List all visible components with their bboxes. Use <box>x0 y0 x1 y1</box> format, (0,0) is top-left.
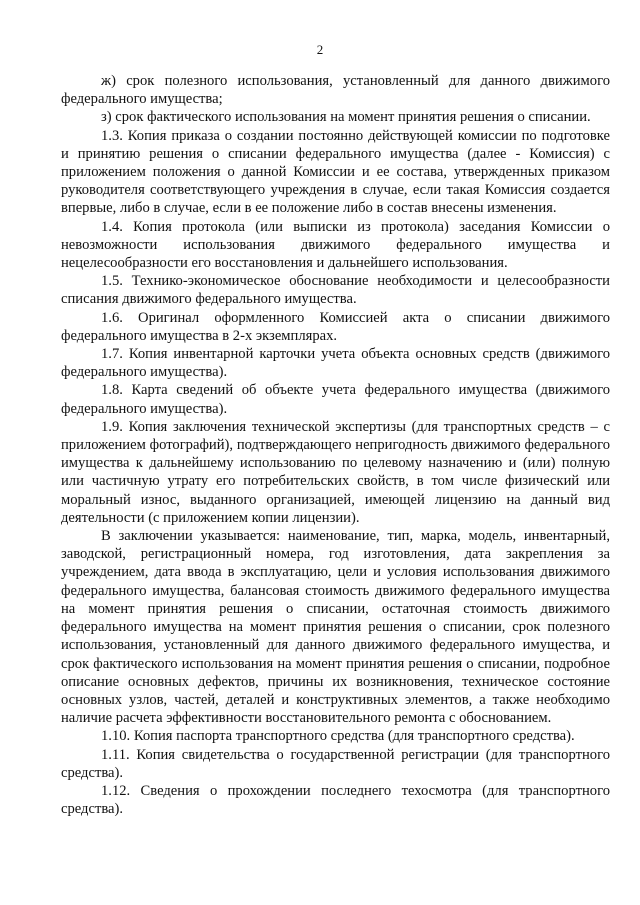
paragraph-1-12: 1.12. Сведения о прохождении последнего техосмотра (для транспортного средства). <box>61 782 610 818</box>
document-body <box>61 72 610 818</box>
paragraph-conclusion: В заключении указывается: наименование, тип, марка, модель, инвентарный, заводской, регистрационный номера, год изготовления, дата закрепления за учреждением, дата ввода в эксплуатацию, цели и условия использования движимого федерального имущества, балансовая стоимость движимого федерального имущества на момент принятия решения о списании, остаточная стоимость движимого федерального имущества на момент принятия решения о списании, срок полезного использования, установленный для данного движимого федерального имущества, и срок фактического использования на момент принятия решения о списании, подробное описание основных дефектов, причины их возникновения, техническое состояние основных узлов, частей, деталей и конструктивных элементов, а также необходимо наличие расчета эффективности восстановительного ремонта с обоснованием. <box>61 528 610 727</box>
paragraph-1-11: 1.11. Копия свидетельства о государственной регистрации (для транспортного средства). <box>61 746 610 781</box>
paragraph-1-6: 1.6. Оригинал оформленного Комиссией акта о списании движимого федерального имущества в 2-х экземплярах. <box>61 309 610 344</box>
paragraph-1-5: 1.5. Технико-экономическое обоснование необходимости и целесообразности списания движимого федерального имущества. <box>61 273 610 308</box>
paragraph-1-7: 1.7. Копия инвентарной карточки учета объекта основных средств (движимого федерального имущества). <box>61 346 610 381</box>
paragraph-item-zh: ж) срок полезного использования, установленный для данного движимого федерального имущества; <box>61 73 610 108</box>
paragraph-1-10: 1.10. Копия паспорта транспортного средства (для транспортного средства). <box>101 728 575 745</box>
paragraph-item-z: з) срок фактического использования на момент принятия решения о списании. <box>101 109 591 126</box>
paragraph-1-9: 1.9. Копия заключения технической экспертизы (для транспортных средств – с приложением фотографий), подтверждающего непригодность движимого федерального имущества к дальнейшему использованию по целевому назначению и (или) полную или частичную утрату его потребительских свойств, в том числе физический или моральный износ, выданного организацией, имеющей лицензию на данный вид деятельности (с приложением копии лицензии). <box>61 418 610 526</box>
page-number: 2 <box>316 42 324 57</box>
paragraph-1-8: 1.8. Карта сведений об объекте учета федерального имущества (движимого федерального имущества). <box>61 382 610 417</box>
paragraph-1-3: 1.3. Копия приказа о создании постоянно действующей комиссии по подготовке и принятию решения о списании федерального имущества (далее - Комиссия) с приложением положения о данной Комиссии и ее состава, утвержденных приказом руководителя соответствующего учреждения в случае, если такая Комиссия создается впервые, либо в случае, если в ее положение либо в состав внесены изменения. <box>61 127 610 217</box>
paragraph-1-4: 1.4. Копия протокола (или выписки из протокола) заседания Комиссии о невозможности использования движимого федерального имущества и нецелесообразности его восстановления и дальнейшего использования. <box>61 218 610 272</box>
